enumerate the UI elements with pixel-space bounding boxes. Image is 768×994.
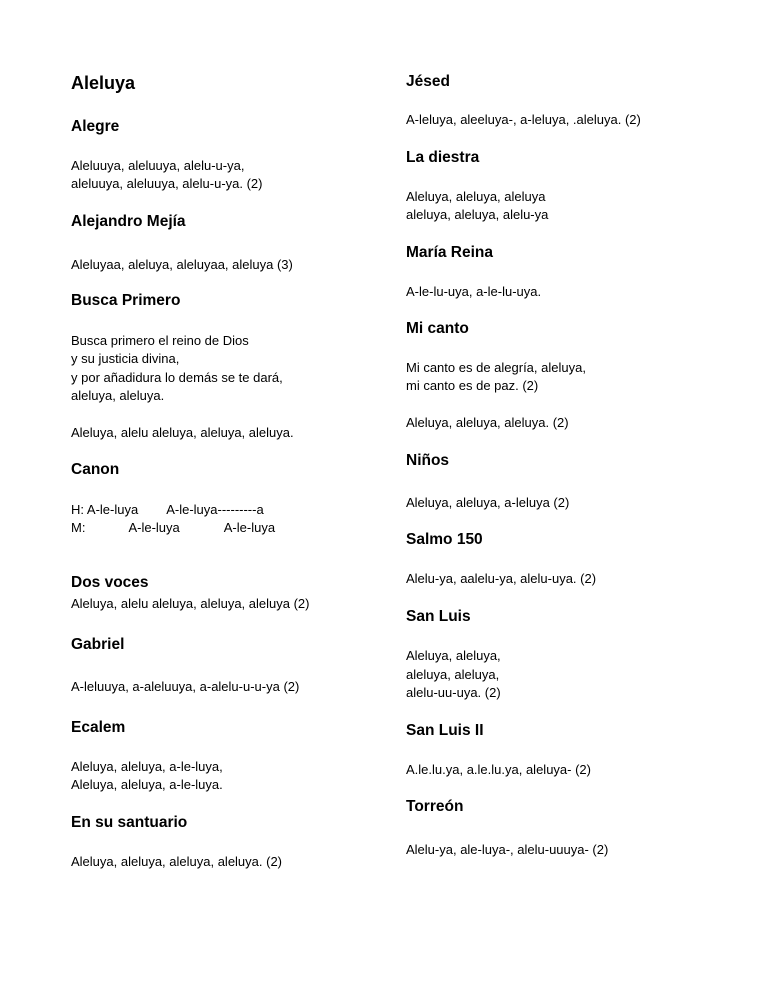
lyric-line: A.le.lu.ya, a.le.lu.ya, aleluya- (2) (406, 762, 591, 777)
lyric-line: Aleluya, aleluya, a-le-luya. (71, 777, 223, 792)
lyric-line: Aleluya, aleluya, aleluya (406, 189, 546, 204)
lyric-line: A-le-lu-uya, a-le-lu-uya. (406, 284, 542, 299)
lyric-line: Aleluya, aleluya, a-leluya (2) (406, 495, 570, 510)
lyric-line: Aleluya, aleluya, a-le-luya, (71, 759, 223, 774)
song-heading: Alejandro Mejía (71, 213, 186, 230)
lyric-line: A-leluya, aleeluya-, a-leluya, .aleluya. (2) (406, 112, 641, 127)
song-heading: En su santuario (71, 814, 188, 831)
canon-h-second: A-le-luya---------a (166, 502, 264, 517)
lyric-line: Aleluya, aleluya, aleluya, aleluya. (2) (71, 854, 283, 869)
lyric-line: aleluya, aleluya, alelu-ya (406, 207, 549, 222)
song-heading: Dos voces (71, 574, 149, 591)
canon-m-second: A-le-luya (223, 520, 276, 535)
page-title: Aleluya (71, 73, 136, 93)
song-heading: Canon (71, 461, 120, 478)
canon-h-label: H: A-le-luya (71, 502, 139, 517)
canon-m-line (71, 519, 275, 537)
lyric-line: Busca primero el reino de Dios (71, 333, 249, 348)
lyric-line: Aleluya, aleluya, (406, 648, 501, 663)
lyric-line: Mi canto es de alegría, aleluya, (406, 360, 586, 375)
song-heading: Torreón (406, 798, 464, 815)
lyric-line: aleluya, aleluya. (71, 388, 165, 403)
lyric-line: Aleluuya, aleluuya, alelu-u-ya, (71, 158, 245, 173)
lyric-line: Aleluya, aleluya, aleluya. (2) (406, 415, 569, 430)
lyric-line: Alelu-ya, aalelu-ya, alelu-uya. (2) (406, 571, 597, 586)
song-heading: Niños (406, 452, 450, 469)
lyric-line: Aleluya, alelu aleluya, aleluya, aleluya. (71, 425, 294, 440)
lyric-line: Aleluya, alelu aleluya, aleluya, aleluya (2) (71, 596, 310, 611)
canon-m-label: M: (71, 520, 86, 535)
lyric-line: y por añadidura lo demás se te dará, (71, 370, 283, 385)
song-heading: Busca Primero (71, 292, 181, 309)
song-heading: La diestra (406, 149, 480, 166)
song-heading: Alegre (71, 118, 120, 135)
song-heading: Jésed (406, 73, 450, 90)
canon-m-first: A-le-luya (128, 520, 180, 535)
lyric-line: aleluuya, aleluuya, alelu-u-ya. (2) (71, 176, 263, 191)
song-heading: Mi canto (406, 320, 469, 337)
lyric-line: Alelu-ya, ale-luya-, alelu-uuuya- (2) (406, 842, 609, 857)
song-heading: Salmo 150 (406, 531, 483, 548)
song-heading: San Luis II (406, 722, 484, 739)
lyric-line: A-leluuya, a-aleluuya, a-alelu-u-u-ya (2) (71, 679, 300, 694)
canon-h-line (71, 501, 264, 519)
song-heading: Ecalem (71, 719, 126, 736)
song-heading: María Reina (406, 244, 494, 261)
song-heading: San Luis (406, 608, 471, 625)
lyric-line: mi canto es de paz. (2) (406, 378, 539, 393)
lyric-line: y su justicia divina, (71, 351, 180, 366)
lyric-line: alelu-uu-uya. (2) (406, 685, 501, 700)
lyric-line: aleluya, aleluya, (406, 667, 500, 682)
lyric-line: Aleluyaa, aleluya, aleluyaa, aleluya (3) (71, 257, 293, 272)
song-heading: Gabriel (71, 636, 125, 653)
